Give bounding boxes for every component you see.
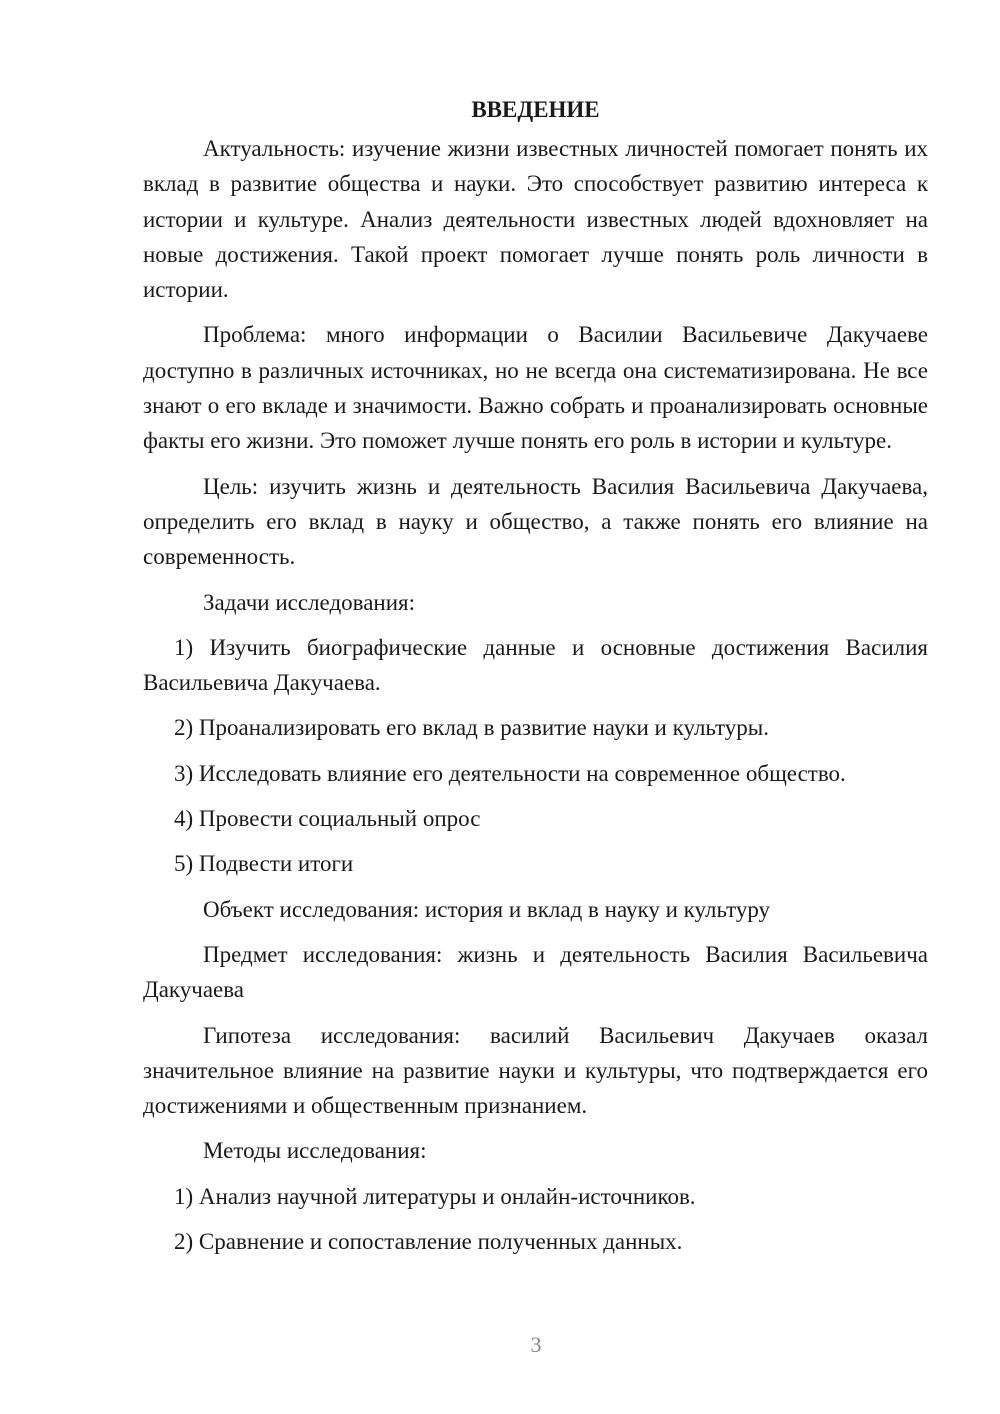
task-item-2: 2) Проанализировать его вклад в развитие науки и культуры. — [174, 715, 769, 741]
subject-paragraph: Предмет исследования: жизнь и деятельность Василия Васильевича Дакучаева — [143, 941, 928, 1003]
task-item-4: 4) Провести социальный опрос — [174, 806, 481, 832]
relevance-paragraph: Актуальность: изучение жизни известных личностей помогает понять их вклад в развитие общества и науки. Это способствует развитию интереса к истории и культуре. Анализ деятельности известных людей вдохновляет на новые достижения. Такой проект помогает лучше понять роль личности в истории. — [143, 136, 928, 303]
hypothesis-paragraph: Гипотеза исследования: василий Васильевич Дакучаев оказал значительное влияние на развитие науки и культуры, что подтверждается его достижениями и общественным признанием. — [143, 1022, 928, 1119]
task-item-1: 1) Изучить биографические данные и основные достижения Василия Васильевича Дакучаева. — [143, 634, 928, 696]
method-item-2: 2) Сравнение и сопоставление полученных данных. — [174, 1229, 683, 1255]
methods-heading: Методы исследования: — [203, 1138, 427, 1164]
page-number: 3 — [530, 1332, 542, 1357]
task-item-3: 3) Исследовать влияние его деятельности на современное общество. — [174, 760, 846, 786]
problem-paragraph: Проблема: много информации о Василии Васильевиче Дакучаеве доступно в различных источниках, но не всегда она систематизирована. Не все знают о его вкладе и значимости. Важно собрать и проанализировать основные факты его жизни. Это поможет лучше понять его роль в истории и культуре. — [143, 322, 928, 454]
document-page — [143, 92, 928, 1269]
object-paragraph: Объект исследования: история и вклад в науку и культуру — [203, 896, 771, 922]
tasks-heading: Задачи исследования: — [203, 589, 416, 615]
goal-paragraph: Цель: изучить жизнь и деятельность Василия Васильевича Дакучаева, определить его вклад в науку и общество, а также понять его влияние на современность. — [143, 473, 928, 570]
document-title: ВВЕДЕНИЕ — [471, 97, 600, 122]
task-item-5: 5) Подвести итоги — [174, 851, 354, 877]
method-item-1: 1) Анализ научной литературы и онлайн-источников. — [174, 1183, 696, 1209]
